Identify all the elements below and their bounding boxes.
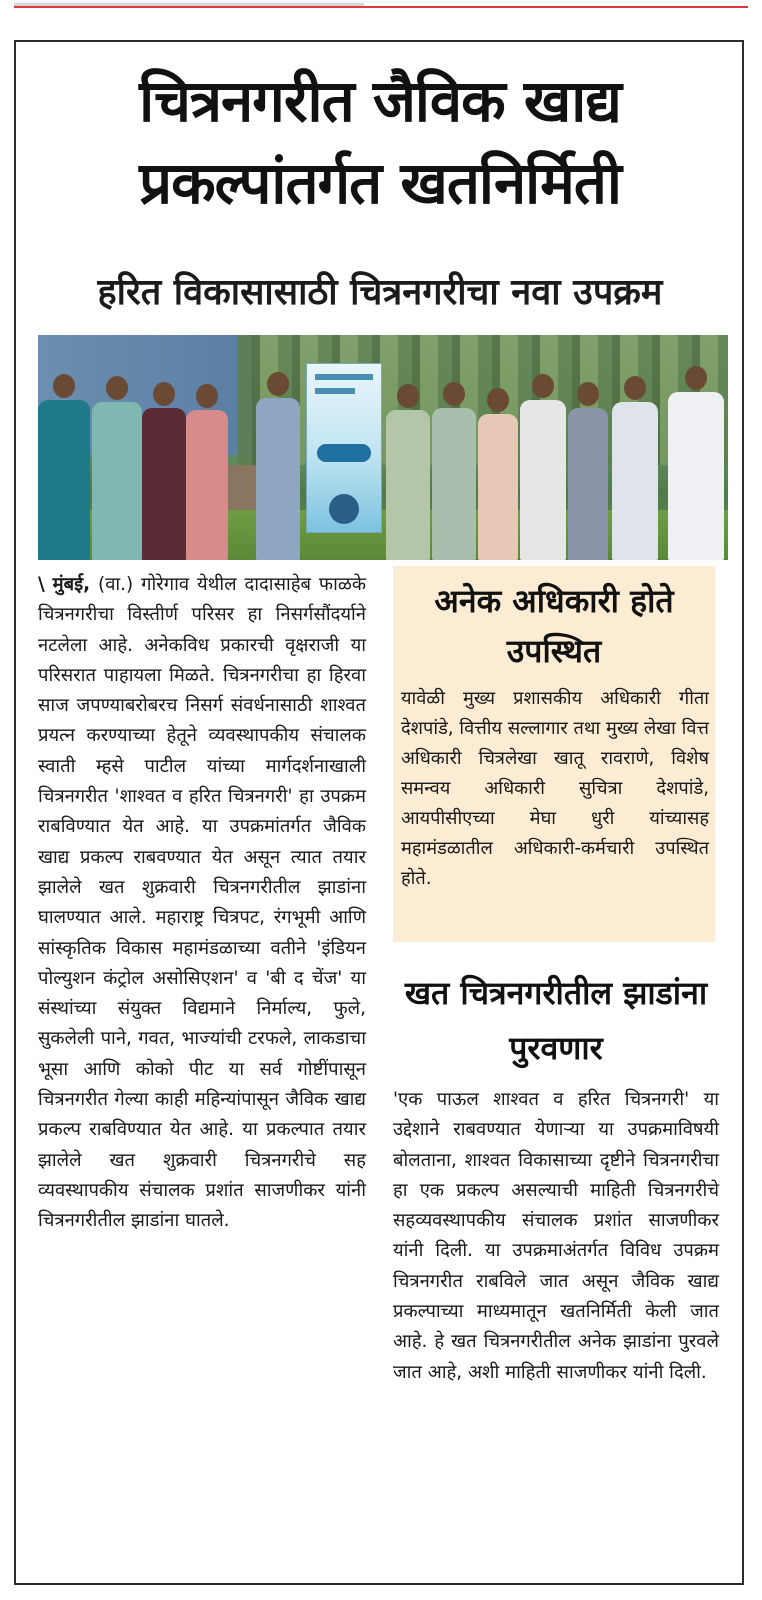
person-body bbox=[92, 402, 142, 560]
photo-person bbox=[256, 372, 300, 560]
body-text: गोरेगाव येथील दादासाहेब फाळके चित्रनगरीचा विस्तीर्ण परिसर हा निसर्गसौंदर्याने नटलेला आहे. अनेकविध प्रकारची वृक्षराजी या परिसरात पाहायला मिळते. चित्रनगरीचा हा हिरवा साज जपण्याबरोबरच निसर्ग संवर्धनासाठी शाश्वत प्रयत्न करण्याच्या हेतूने व्यवस्थापकीय संचालक स्वाती म्हसे पाटील यांच्या मार्गदर्शनाखाली चित्रनगरीत 'शाश्वत व हरित चित्रनगरी' हा उपक्रम राबविण्यात येत आहे. या उपक्रमांतर्गत जैविक खाद्य प्रकल्प राबवण्यात येत असून त्यात तयार झालेले खत शुक्रवारी चित्रनगरीतील झाडांना घालण्यात आले. महाराष्ट्र चित्रपट, रंगभूमी आणि सांस्कृतिक विकास महामंडळाच्या वतीने 'इंडियन पोल्युशन कंट्रोल असोसिएशन' व 'बी द चेंज' या संस्थांच्या संयुक्त विद्यमाने निर्माल्य, फुले, सुकलेली पाने, गवत, भाज्यांची टरफले, लाकडाचा भूसा आणि कोको पीट या सर्व गोष्टींपासून चित्रनगरीत गेल्या काही महिन्यांपासून जैविक खाद्य प्रकल्प राबविण्यात येत आहे. या प्रकल्पात तयार झालेले खत शुक्रवारी चित्रनगरीचे सह व्यवस्थापकीय संचालक प्रशांत साजणीकर यांनी चित्रनगरीतील झाडांना घातले. bbox=[38, 574, 366, 1232]
dateline: मुंबई, bbox=[52, 574, 91, 595]
subheadline: हरित विकासासाठी चित्रनगरीचा नवा उपक्रम bbox=[97, 272, 663, 313]
top-rule bbox=[14, 0, 748, 8]
headline: चित्रनगरीत जैविक खाद्य प्रकल्पांतर्गत खतनिर्मिती bbox=[139, 67, 621, 217]
photo-person bbox=[568, 382, 608, 560]
sidebox-title: अनेक अधिकारी होते उपस्थित bbox=[434, 582, 674, 670]
person-head bbox=[267, 372, 289, 396]
photo-person bbox=[612, 376, 658, 560]
banner-figure bbox=[329, 494, 359, 524]
section2-title: खत चित्रनगरीतील झाडांना पुरवणार bbox=[404, 974, 708, 1067]
person-body bbox=[186, 410, 228, 560]
person-head bbox=[624, 376, 646, 400]
photo-person bbox=[186, 384, 228, 560]
person-body bbox=[478, 414, 518, 560]
person-body bbox=[520, 400, 566, 560]
person-head bbox=[196, 384, 218, 408]
person-body bbox=[612, 402, 658, 560]
photo-person bbox=[38, 374, 90, 560]
banner-stripe bbox=[315, 388, 355, 394]
person-body bbox=[256, 398, 300, 560]
news-source: (वा.) bbox=[98, 574, 134, 595]
person-head bbox=[153, 382, 175, 406]
person-body bbox=[432, 408, 476, 560]
article-frame bbox=[14, 40, 744, 1585]
photo-person bbox=[520, 374, 566, 560]
person-head bbox=[397, 384, 419, 408]
article-body bbox=[38, 570, 366, 1237]
section2-text: 'एक पाऊल शाश्वत व हरित चित्रनगरी' या उद्देशाने राबवण्यात येणाऱ्या या उपक्रमाविषयी बोलताना, शाश्वत विकासाच्या दृष्टीने चित्रनगरीचा हा एक प्रकल्प असल्याची माहिती चित्रनगरीचे सहव्यवस्थापकीय संचालक प्रशांत साजणीकर यांनी दिली. या उपक्रमाअंतर्गत विविध उपक्रम चित्रनगरीत राबविले जात असून जैविक खाद्य प्रकल्पाच्या माध्यमातून खतनिर्मिती केली जात आहे. हे खत चित्रनगरीतील अनेक झाडांना पुरवले जात आहे, अशी माहिती साजणीकर यांनी दिली. bbox=[393, 1089, 719, 1383]
person-head bbox=[106, 376, 128, 400]
person-body bbox=[386, 410, 430, 560]
dateline-marker: \ bbox=[38, 574, 45, 595]
photo-banner bbox=[306, 363, 382, 533]
person-body bbox=[142, 408, 186, 560]
person-head bbox=[53, 374, 75, 398]
photo-person bbox=[92, 376, 142, 560]
person-head bbox=[443, 382, 465, 406]
person-head bbox=[487, 388, 509, 412]
sidebox-text: यावेळी मुख्य प्रशासकीय अधिकारी गीता देशपांडे, वित्तीय सल्लागार तथा मुख्य लेखा वित्त अधिकारी चित्रलेखा खातू रावराणे, विशेष समन्वय अधिकारी सुचित्रा देशपांडे, आयपीसीएच्या मेघा धुरी यांच्यासह महामंडळातील अधिकारी-कर्मचारी उपस्थित होते. bbox=[401, 688, 709, 889]
banner-stripe bbox=[315, 374, 373, 380]
photo-person bbox=[478, 388, 518, 560]
person-head bbox=[685, 366, 707, 390]
person-head bbox=[532, 374, 554, 398]
person-head bbox=[577, 382, 599, 406]
photo-person bbox=[668, 366, 724, 560]
person-body bbox=[668, 392, 724, 560]
sidebox bbox=[393, 566, 715, 942]
top-rule-red bbox=[14, 6, 748, 8]
banner-button bbox=[317, 444, 371, 462]
photo-person bbox=[432, 382, 476, 560]
photo-person bbox=[142, 382, 186, 560]
person-body bbox=[38, 400, 90, 560]
photo-person bbox=[386, 384, 430, 560]
article-photo bbox=[38, 335, 728, 560]
person-body bbox=[568, 408, 608, 560]
